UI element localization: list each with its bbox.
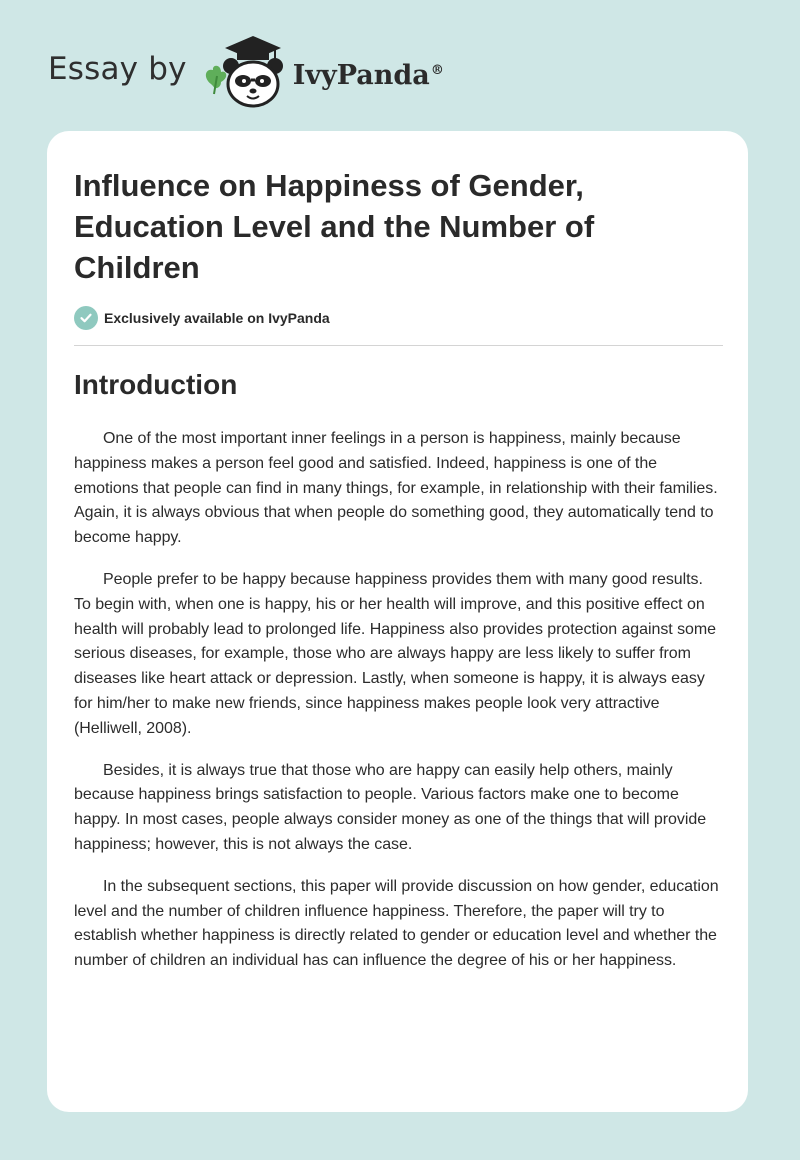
badge-label: Exclusively available on IvyPanda — [104, 310, 330, 326]
exclusive-badge — [74, 306, 330, 330]
check-circle-icon — [74, 306, 98, 330]
leaf-icon — [206, 66, 226, 94]
paragraph: One of the most important inner feelings in a person is happiness, mainly because happiness makes a person feel good and satisfied. Indeed, happiness is one of the emotions that people can find in many things, for example, in relationship with their families. Again, it is always obvious that when people do something good, they automatically tend to become happy. — [74, 430, 718, 547]
page-title: Influence on Happiness of Gender, Education Level and the Number of Children — [74, 168, 595, 285]
registered-mark: ® — [430, 62, 444, 78]
divider — [74, 345, 723, 346]
section-heading: Introduction — [74, 369, 238, 400]
panda-graduate-logo-icon[interactable] — [201, 34, 287, 110]
site-header — [48, 34, 444, 110]
paragraph: People prefer to be happy because happiness provides them with many good results. To begin with, when one is happy, his or her health will improve, and this positive effect on health will probably lead to prolonged life. Happiness also provides protection against some serious diseases, for example, those who are always happy are less likely to suffer from diseases like heart attack or depression. Lastly, when someone is happy, it is always easy for him/her to make new friends, since happiness makes people look very attractive (Helliwell, 2008). — [74, 570, 717, 737]
paragraph: Besides, it is always true that those who are happy can easily help others, mainly because happiness brings satisfaction to people. Various factors make one to become happy. In most cases, people always consider money as one of the things that will provide happiness; however, this is not always the case. — [74, 761, 707, 853]
essay-by-label: Essay by — [48, 51, 187, 87]
brand-name[interactable]: IvyPanda® — [292, 59, 444, 91]
essay-body — [74, 427, 722, 991]
paragraph: In the subsequent sections, this paper will provide discussion on how gender, education level and the number of children influence happiness. Therefore, the paper will try to establish whether happiness is directly related to gender or education level and whether the number of children an individual has can influence the degree of his or her happiness. — [74, 877, 719, 970]
essay-card — [47, 131, 748, 1112]
